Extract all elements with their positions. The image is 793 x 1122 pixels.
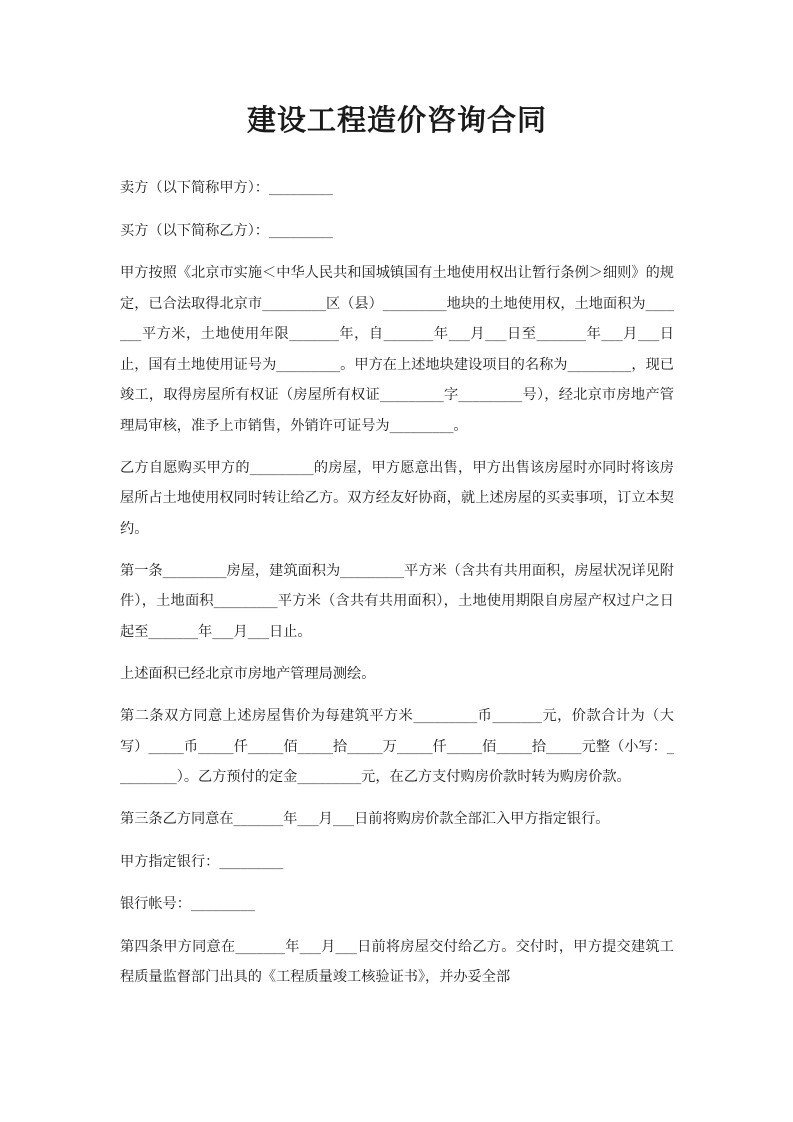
- land-use-paragraph: 甲方按照《北京市实施＜中华人民共和国城镇国有土地使用权出让暂行条例＞细则》的规定，已合法取得北京市_________区（县）_________地块的土地使用权，土地面积为_______平方米，土地使用年限_______年，自_______年___月___日至_______年___月___日止，国有土地使用证号为_________。甲方在上述地块建设项目的名称为_________，现已竣工，取得房屋所有权证（房屋所有权证_________字_________号），经北京市房地产管理局审核，准予上市销售，外销许可证号为_________。: [120, 265, 674, 434]
- bank-account-line: 银行帐号：_________: [120, 896, 255, 912]
- article-2-paragraph: 第二条双方同意上述房屋售价为每建筑平方米_________币_______元，价款合计为（大写）_____币_____仟_____佰_____拾_____万_____仟_____佰_____拾_____元整（小写：_________）。乙方预付的定金_________元，在乙方支付购房价款时转为购房价款。: [120, 708, 674, 785]
- document-title: 建设工程造价咨询合同: [246, 103, 547, 137]
- article-4-paragraph: 第四条甲方同意在_______年___月___日前将房屋交付给乙方。交付时，甲方提交建筑工程质量监督部门出具的《工程质量竣工核验证书》，并办妥全部: [120, 938, 674, 985]
- seller-line: 卖方（以下简称甲方）：_________: [120, 180, 333, 196]
- buyer-line: 买方（以下简称乙方）：_________: [120, 222, 333, 239]
- article-1-paragraph: 第一条_________房屋，建筑面积为_________平方米（含共有共用面积，房屋状况详见附件），土地面积_________平方米（含共有共用面积），土地使用期限自房屋产权过户之日起至_______年___月___日止。: [120, 562, 674, 640]
- designated-bank-line: 甲方指定银行：_________: [120, 853, 284, 870]
- area-survey-line: 上述面积已经北京市房地产管理局测绘。: [120, 665, 376, 682]
- purchase-intent-paragraph: 乙方自愿购买甲方的_________的房屋，甲方愿意出售，甲方出售该房屋时亦同时将该房屋所占土地使用权同时转让给乙方。双方经友好协商，就上述房屋的买卖事项，订立本契约。: [120, 459, 674, 537]
- article-3-line: 第三条乙方同意在_______年___月___日前将购房价款全部汇入甲方指定银行。: [120, 811, 610, 827]
